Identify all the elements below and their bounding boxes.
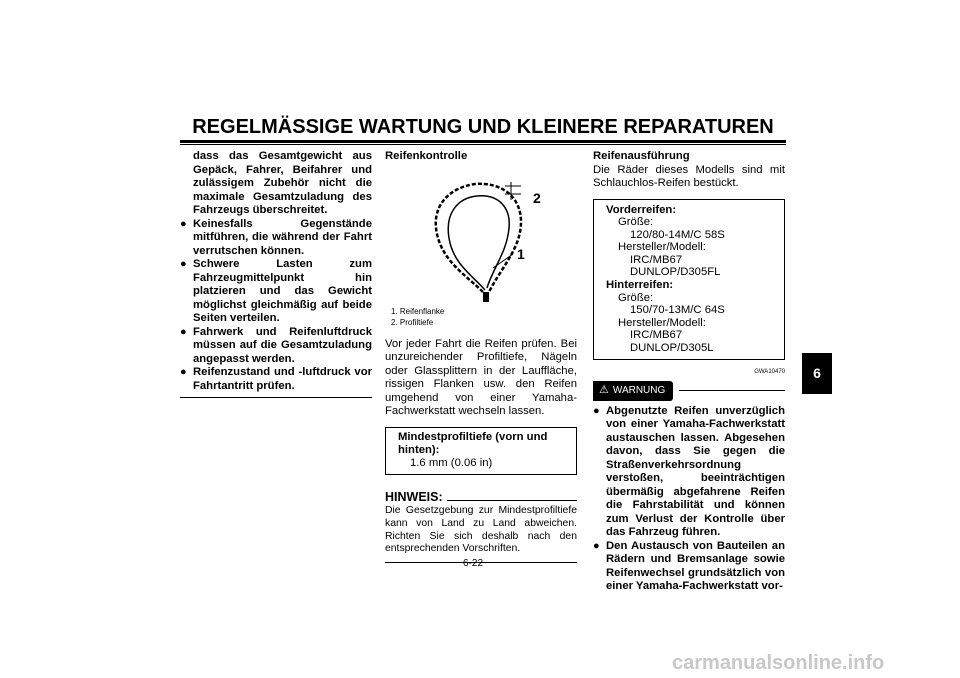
bullet-icon: ● xyxy=(180,258,187,270)
bullet-icon: ● xyxy=(180,366,187,378)
list-item: ● Reifenzustand und -luftdruck vor Fahrtantritt prüfen. xyxy=(180,366,372,392)
loading-bullets xyxy=(180,218,372,394)
front-maker-label: Hersteller/Modell: xyxy=(618,241,706,254)
warning-header xyxy=(593,381,785,401)
rear-size-value: 150/70-13M/C 64S xyxy=(630,304,725,317)
tire-cross-section-illustration xyxy=(385,164,577,304)
tire-type-body: Die Räder dieses Modells sind mit Schlauchlos-Reifen bestückt. xyxy=(593,163,785,189)
warning-rule xyxy=(679,390,785,391)
rear-tire-label: Hinterreifen: xyxy=(606,279,674,292)
figure-label-2: 2 xyxy=(533,189,541,206)
list-item: ● Fahrwerk und Reifenluftdruck müssen auf die Gesamtzuladung angepasst werden. xyxy=(180,325,372,365)
bullet-icon: ● xyxy=(593,539,600,552)
rear-maker-label: Hersteller/Modell: xyxy=(618,316,706,329)
column-1 xyxy=(180,150,372,398)
spec-title: Mindestprofiltiefe (vorn und hinten): xyxy=(398,430,548,456)
rear-maker-2: DUNLOP/D305L xyxy=(630,342,714,355)
front-maker-1: IRC/MB67 xyxy=(630,253,683,266)
caption-tread-depth: 2. Profiltiefe xyxy=(391,317,434,327)
note-text: Die Gesetzgebung zur Mindestprofiltiefe kann von Land zu Land abweichen. Richten Sie sich deshalb nach den entsprechenden Vorschriften. xyxy=(385,505,577,555)
note-label: HINWEIS: xyxy=(385,489,443,504)
list-item: ● Keinesfalls Gegenstände mitführen, die während der Fahrt verrutschen können. xyxy=(180,217,372,257)
page-title: REGELMÄSSIGE WARTUNG UND KLEINERE REPARATUREN xyxy=(192,116,774,138)
rear-maker-1: IRC/MB67 xyxy=(630,329,683,342)
tire-type-heading: Reifenausführung xyxy=(593,150,690,162)
warning-code: GWA10470 xyxy=(754,368,785,375)
warning-bullets xyxy=(593,405,785,594)
warning-triangle-icon: ⚠ xyxy=(599,384,609,397)
list-item: ● Abgenutzte Reifen unverzüglich von einer Yamaha-Fachwerkstatt austauschen lassen. Abgesehen davon, dass Sie gegen die Straßenverkehrsordnung verstoßen, beeinträchtigen übermäßig abgefahrene Reifen die Fahrstabilität und können zum Verlust der Kontrolle über das Fahrzeug führen. xyxy=(593,404,785,539)
tire-spec-box xyxy=(593,199,785,360)
column-2 xyxy=(385,150,577,563)
tire-figure xyxy=(385,164,577,304)
figure-label-1: 1 xyxy=(517,245,525,262)
column-3 xyxy=(593,150,785,594)
bullet-icon: ● xyxy=(593,404,600,417)
header-rule-thin xyxy=(180,144,786,145)
front-size-value: 120/80-14M/C 58S xyxy=(630,228,725,241)
front-size-label: Größe: xyxy=(618,216,654,229)
page-number: 6-22 xyxy=(463,558,484,569)
rear-size-label: Größe: xyxy=(618,291,654,304)
bullet-icon: ● xyxy=(180,325,187,338)
tire-check-body: Vor jeder Fahrt die Reifen prüfen. Bei unzureichender Profiltiefe, Nägeln oder Glassplittern in der Lauffläche, rissigen Flanken usw. den Reifen umgehend von einer Yamaha-Fachwerkstatt wechseln lassen. xyxy=(385,337,577,417)
list-item: ● Den Austausch von Bauteilen an Rädern und Bremsanlage sowie Reifenwechsel grundsätzlich von einer Yamaha-Fachwerkstatt vor- xyxy=(593,539,785,593)
header-rule xyxy=(180,140,786,143)
note-rule xyxy=(447,500,577,501)
front-maker-2: DUNLOP/D305FL xyxy=(630,266,721,279)
front-tire-label: Vorderreifen: xyxy=(606,203,677,216)
min-tread-spec-box xyxy=(385,427,577,475)
watermark: carmanualsonline.info xyxy=(672,652,885,674)
warning-badge xyxy=(593,381,673,401)
note-header xyxy=(385,491,577,505)
figure-caption xyxy=(391,306,577,328)
warning-label: WARNUNG xyxy=(612,385,666,397)
chapter-tab: 6 xyxy=(802,353,832,394)
bullet-icon: ● xyxy=(180,217,187,230)
list-item: ● Schwere Lasten zum Fahrzeugmittelpunkt hin platzieren und das Gewicht möglichst gleichmäßig auf beide Seiten verteilen. xyxy=(180,258,372,324)
spec-value: 1.6 mm (0.06 in) xyxy=(410,456,493,469)
loading-intro-text: dass das Gesamtgewicht aus Gepäck, Fahrer, Beifahrer und zulässigem Zubehör nicht die maximale Gesamtzuladung des Fahrzeugs überschreitet. xyxy=(193,150,372,216)
section-end-rule xyxy=(180,397,372,398)
caption-sidewall: 1. Reifenflanke xyxy=(391,306,445,316)
tire-check-heading: Reifenkontrolle xyxy=(385,150,468,162)
